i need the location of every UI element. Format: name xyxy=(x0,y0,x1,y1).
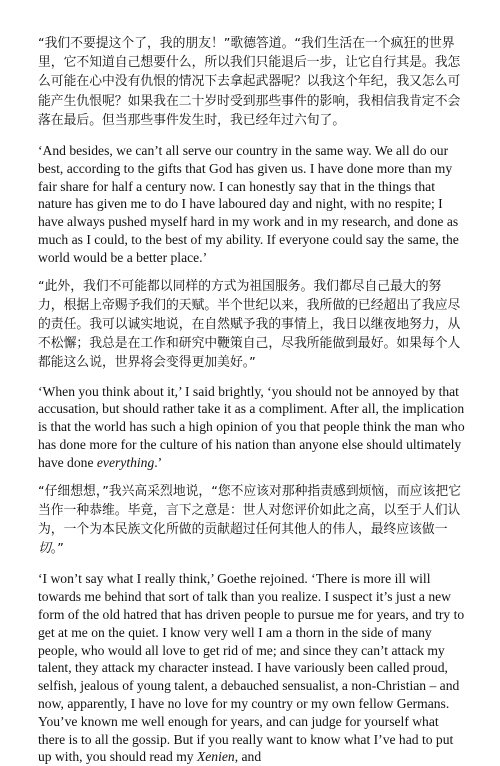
paragraph-text-end: 。” xyxy=(50,541,64,557)
paragraph-text: “仔细想想，”我兴高采烈地说，“您不应该对那种指责感到烦恼，而应该把它当作一种恭维。毕竟，言下之意是：世人对您评价如此之高，以至于人们认为，一个为本民族文化所做的贡献超过任何其他人的伟人，最终应该做一 xyxy=(38,483,461,537)
paragraph-chinese-2: “此外，我们不可能都以同样的方式为祖国服务。我们都尽自己最大的努力，根据上帝赐予我们的天赋。半个世纪以来，我所做的已经超出了我应尽的责任。我可以诚实地说，在自然赋予我的事情上，我日以继夜地努力，从不松懈；我总是在工作和研究中鞭策自己，尽我所能做到最好。如果每个人都能这么说，世界将会变得更加美好。” xyxy=(38,278,461,371)
emphasis-text: 切 xyxy=(38,541,51,557)
document-page xyxy=(38,34,466,766)
emphasis-text: Xenien xyxy=(196,749,235,765)
paragraph-english-2 xyxy=(38,383,466,472)
paragraph-english-3 xyxy=(38,570,466,766)
paragraph-chinese-1: “我们不要提这个了，我的朋友！”歌德答道。“我们生活在一个疯狂的世界里，它不知道自己想要什么，所以我们只能退后一步，让它自行其是。我怎么可能在心中没有仇恨的情况下去拿起武器呢？以我这个年纪，我又怎么可能产生仇恨呢？如果我在二十岁时受到那些事件的影响，我相信我肯定不会落在最后。但当那些事件发生时，我已经年过六旬了。 xyxy=(38,36,461,128)
paragraph-text-end: , and xyxy=(234,749,262,765)
paragraph-text: ‘When you think about it,’ I said brightly, ‘you should not be annoyed by that accusation, but should rather take it as a compliment. After all, the implication is that the world has such a high opinion of you that people think the man who has done more for the culture of his nation than anyone else should ultimately have done xyxy=(38,383,465,470)
paragraph-text-end: .’ xyxy=(154,454,163,470)
paragraph-chinese-3 xyxy=(38,482,466,559)
paragraph-text: ‘I won’t say what I really think,’ Goethe rejoined. ‘There is more ill will towards me behind that sort of talk than you realize. I suspect it’s just a new form of the old hatred that has driven people to pursue me for years, and try to get at me on the quiet. I know very well I am a thorn in the side of many people, who would all love to get rid of me; and since they can’t attack my talent, they attack my character instead. I have variously been called proud, selfish, jealous of young talent, a debauched sensualist, a non-Christian – and now, apparently, I have no love for my country or my own fellow Germans. You’ve known me well enough for years, and can judge for yourself what there is to all the gossip. But if you really want to know what I’ve had to put up with, you should read my xyxy=(38,571,465,765)
emphasis-text: everything xyxy=(96,454,155,470)
paragraph-english-1: ‘And besides, we can’t all serve our country in the same way. We all do our best, according to the gifts that God has given us. I have done more than my fair share for half a century now. I can honestly say that in the things that nature has given me to do I have laboured day and night, with no respite; I have always pushed myself hard in my work and in my research, and done as much as I could, to the best of my ability. If everyone could say the same, the world would be a better place.’ xyxy=(38,143,459,265)
